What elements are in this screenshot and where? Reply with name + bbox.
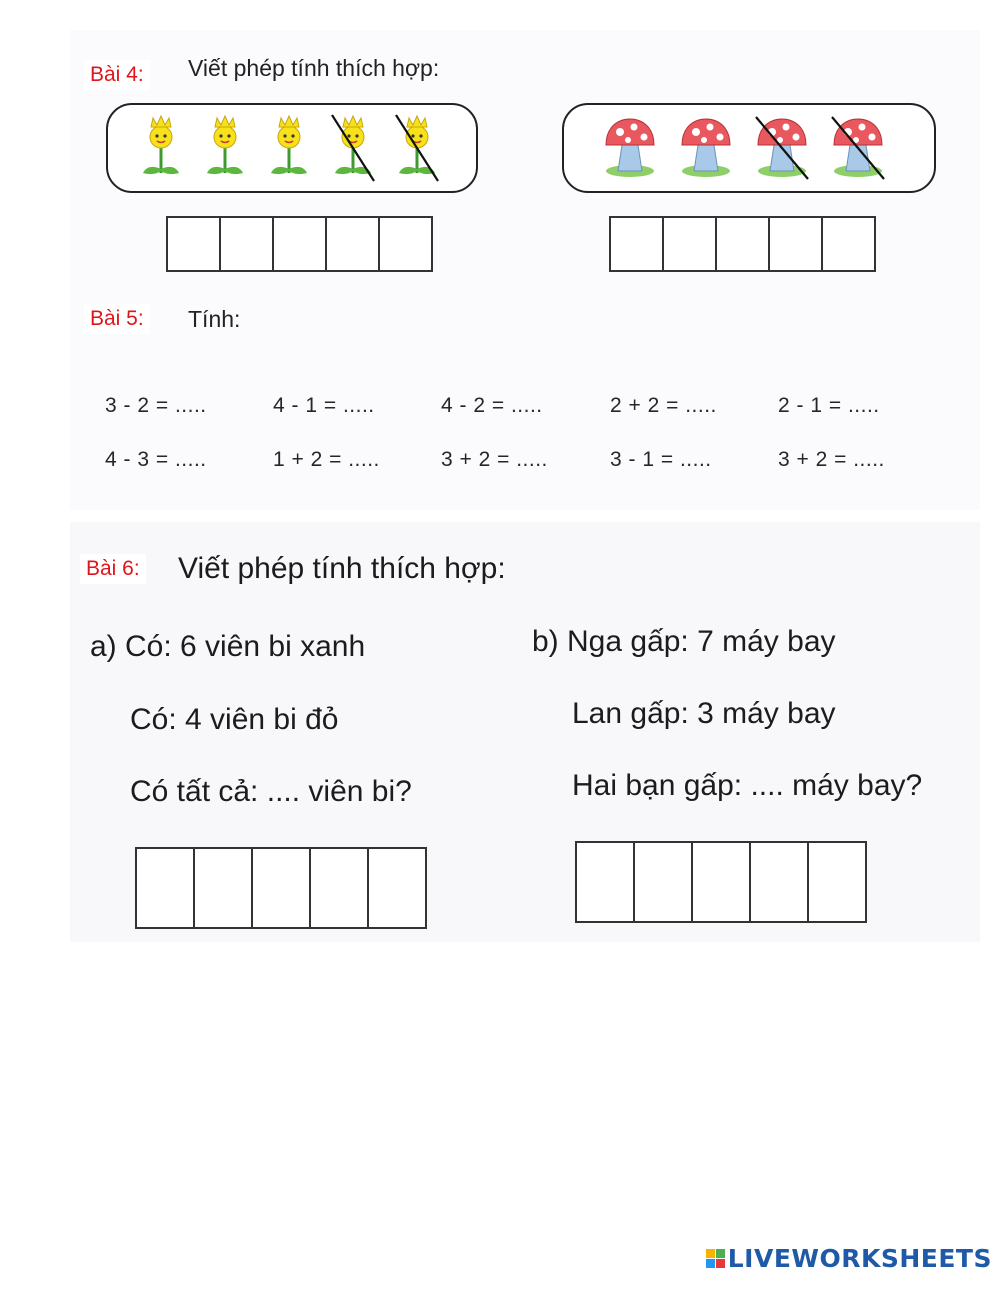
crossed-flower-icon	[394, 113, 440, 183]
flower-picture-box	[106, 103, 478, 193]
problem-b-line-3: Hai bạn gấp: .... máy bay?	[572, 769, 923, 802]
exercise-4-instruction: Viết phép tính thích hợp:	[188, 55, 440, 81]
exercise-4-label: Bài 4:	[84, 60, 150, 90]
liveworksheets-logo[interactable]	[706, 1244, 992, 1273]
answer-cell[interactable]	[219, 216, 274, 272]
answer-cell[interactable]	[575, 841, 635, 923]
flower-icon	[138, 113, 184, 183]
problem-a-line-1: a) Có: 6 viên bi xanh	[90, 630, 366, 663]
logo-square	[706, 1259, 715, 1268]
calculation-item[interactable]: 3 - 1 = .....	[610, 448, 712, 471]
logo-square	[706, 1249, 715, 1258]
exercise-5-label: Bài 5:	[84, 304, 150, 334]
answer-cell[interactable]	[609, 216, 664, 272]
answer-cell[interactable]	[633, 841, 693, 923]
answer-cell[interactable]	[166, 216, 221, 272]
calculation-item[interactable]: 3 + 2 = .....	[778, 448, 885, 471]
exercise-6-instruction: Viết phép tính thích hợp:	[178, 552, 506, 585]
answer-cell[interactable]	[691, 841, 751, 923]
answer-cell[interactable]	[821, 216, 876, 272]
answer-cell[interactable]	[193, 847, 253, 929]
answer-cell[interactable]	[378, 216, 433, 272]
calculation-item[interactable]: 2 + 2 = .....	[610, 394, 717, 417]
flower-icon	[266, 113, 312, 183]
crossed-flower-icon	[330, 113, 376, 183]
answer-cell[interactable]	[309, 847, 369, 929]
problem-b-line-1: b) Nga gấp: 7 máy bay	[532, 625, 836, 658]
calculation-item[interactable]: 4 - 1 = .....	[273, 394, 375, 417]
logo-square	[716, 1249, 725, 1258]
calculation-item[interactable]: 3 - 2 = .....	[105, 394, 207, 417]
answer-cell[interactable]	[325, 216, 380, 272]
exercise-5-instruction: Tính:	[188, 306, 241, 332]
flower-row	[108, 105, 476, 191]
exercise-6b-answer-boxes	[575, 841, 867, 923]
exercise-6a-answer-boxes	[135, 847, 427, 929]
answer-cell[interactable]	[135, 847, 195, 929]
answer-cell[interactable]	[715, 216, 770, 272]
mushroom-icon	[602, 115, 658, 181]
flower-icon	[202, 113, 248, 183]
calculation-item[interactable]: 2 - 1 = .....	[778, 394, 880, 417]
crossed-mushroom-icon	[830, 115, 886, 181]
calculation-item[interactable]: 4 - 3 = .....	[105, 448, 207, 471]
logo-square	[716, 1259, 725, 1268]
calculation-item[interactable]: 4 - 2 = .....	[441, 394, 543, 417]
answer-cell[interactable]	[807, 841, 867, 923]
crossed-mushroom-icon	[754, 115, 810, 181]
logo-text: LIVEWORKSHEETS	[727, 1244, 992, 1273]
answer-cell[interactable]	[272, 216, 327, 272]
calculation-item[interactable]: 3 + 2 = .....	[441, 448, 548, 471]
mushroom-icon	[678, 115, 734, 181]
exercise-4b-answer-boxes	[609, 216, 876, 272]
problem-a-line-2: Có: 4 viên bi đỏ	[130, 703, 339, 736]
mushroom-picture-box	[562, 103, 936, 193]
answer-cell[interactable]	[367, 847, 427, 929]
problem-a-line-3: Có tất cả: .... viên bi?	[130, 775, 412, 808]
exercise-6-label: Bài 6:	[80, 554, 146, 584]
liveworksheets-logo-icon	[706, 1249, 725, 1268]
problem-b-line-2: Lan gấp: 3 máy bay	[572, 697, 836, 730]
exercise-4a-answer-boxes	[166, 216, 433, 272]
mushroom-row	[564, 105, 934, 191]
answer-cell[interactable]	[768, 216, 823, 272]
answer-cell[interactable]	[749, 841, 809, 923]
answer-cell[interactable]	[662, 216, 717, 272]
calculation-item[interactable]: 1 + 2 = .....	[273, 448, 380, 471]
answer-cell[interactable]	[251, 847, 311, 929]
